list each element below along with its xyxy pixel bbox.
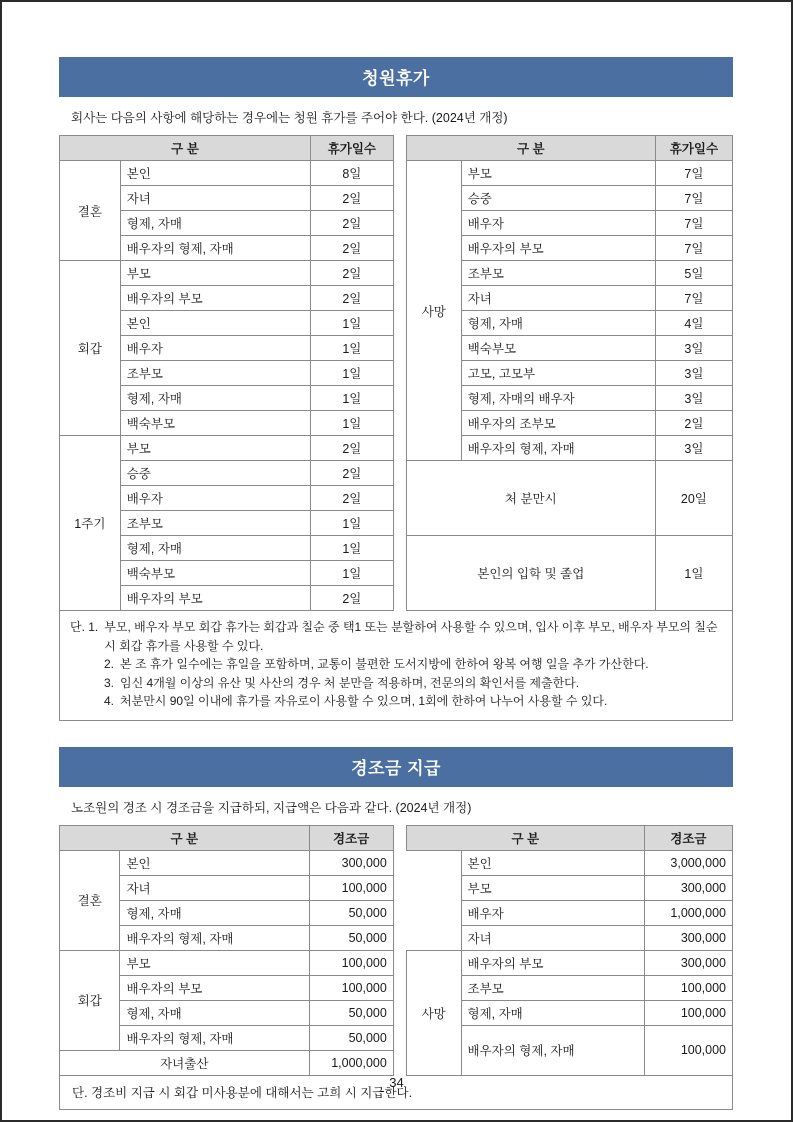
note-body: 처분만시 90일 이내에 휴가를 자유로이 사용할 수 있으며, 1회에 한하여 나누어 사용할 수 있다.	[120, 694, 608, 709]
table-row	[60, 461, 733, 486]
item-value: 3일	[655, 361, 732, 386]
column-gap	[393, 136, 406, 161]
item-value: 300,000	[644, 925, 732, 950]
table-row	[60, 411, 733, 436]
table-row	[60, 1000, 733, 1025]
column-gap	[393, 825, 406, 850]
condolence-money-table	[59, 825, 733, 1076]
item-label: 고모, 고모부	[461, 361, 655, 386]
item-value: 1일	[310, 511, 393, 536]
item-value: 50,000	[309, 925, 393, 950]
section-gap	[59, 721, 733, 747]
col-header-right-value: 휴가일수	[655, 136, 732, 161]
table-row	[60, 261, 733, 286]
item-label: 부모	[461, 875, 644, 900]
item-label: 백숙부모	[461, 336, 655, 361]
item-label: 형제, 자매	[120, 536, 310, 561]
item-value: 50,000	[309, 900, 393, 925]
table-row	[60, 875, 733, 900]
item-label: 자녀	[120, 186, 310, 211]
item-value: 1일	[310, 561, 393, 586]
column-gap	[393, 536, 406, 561]
group-label-anniversary-left: 1주기	[60, 436, 121, 611]
spacer-cell	[406, 925, 461, 950]
col-header-left-value: 경조금	[309, 825, 393, 850]
table-row	[60, 925, 733, 950]
item-value: 2일	[310, 236, 393, 261]
section-title-1: 청원휴가	[59, 57, 733, 97]
item-label: 본인	[461, 850, 644, 875]
note-body: 임신 4개월 이상의 유산 및 사산의 경우 처 분만을 적용하며, 전문의의 확인서를 제출한다.	[120, 675, 580, 690]
extra-value-childbirth-2: 1,000,000	[309, 1050, 393, 1075]
spacer-cell	[406, 900, 461, 925]
item-value: 5일	[655, 261, 732, 286]
table-row	[60, 336, 733, 361]
item-label: 조부모	[120, 511, 310, 536]
item-value: 2일	[310, 436, 393, 461]
item-label: 배우자	[120, 336, 310, 361]
item-label: 배우자의 형제, 자매	[120, 236, 310, 261]
notes-block-1	[59, 611, 733, 721]
item-value: 1일	[310, 336, 393, 361]
column-gap	[393, 361, 406, 386]
item-value: 1,000,000	[644, 900, 732, 925]
column-gap	[393, 850, 406, 875]
item-label: 조부모	[461, 975, 644, 1000]
col-header-right-category: 구 분	[406, 136, 655, 161]
item-value: 2일	[310, 461, 393, 486]
spacer-cell	[406, 875, 461, 900]
column-gap	[393, 286, 406, 311]
item-value: 3일	[655, 436, 732, 461]
section-title-2: 경조금 지급	[59, 747, 733, 787]
item-value: 8일	[310, 161, 393, 186]
item-label: 배우자	[461, 211, 655, 236]
table-row	[60, 236, 733, 261]
item-value: 2일	[310, 211, 393, 236]
item-label: 백숙부모	[120, 561, 310, 586]
item-label: 배우자의 부모	[120, 975, 309, 1000]
item-label: 백숙부모	[120, 411, 310, 436]
note-lead: 2.	[104, 657, 115, 672]
note-lead: 4.	[104, 694, 115, 709]
item-value: 4일	[655, 311, 732, 336]
item-label: 부모	[120, 436, 310, 461]
table-row	[60, 161, 733, 186]
item-label: 형제, 자매의 배우자	[461, 386, 655, 411]
page-content	[59, 57, 733, 1110]
extra-label-childbirth: 처 분만시	[406, 461, 655, 536]
column-gap	[393, 336, 406, 361]
column-gap	[393, 211, 406, 236]
item-label: 자녀	[120, 875, 309, 900]
table-row	[60, 186, 733, 211]
item-label: 배우자의 형제, 자매	[120, 1025, 309, 1050]
leave-days-table	[59, 135, 733, 611]
item-value: 100,000	[309, 950, 393, 975]
group-label-marriage-left: 결혼	[60, 161, 121, 261]
group-label-hoegap-left-2: 회갑	[60, 950, 120, 1050]
item-label: 본인	[120, 311, 310, 336]
item-label: 형제, 자매	[120, 900, 309, 925]
section-cheongwon-hyuga	[59, 57, 733, 721]
extra-label-childbirth-2: 자녀출산	[60, 1050, 310, 1075]
column-gap	[393, 1050, 406, 1075]
item-value: 2일	[310, 261, 393, 286]
column-gap	[393, 236, 406, 261]
column-gap	[393, 586, 406, 611]
item-value: 3일	[655, 336, 732, 361]
item-value: 2일	[310, 286, 393, 311]
column-gap	[393, 1025, 406, 1050]
item-label: 배우자	[120, 486, 310, 511]
item-label: 배우자의 형제, 자매	[461, 436, 655, 461]
item-value: 2일	[310, 586, 393, 611]
item-label: 배우자의 형제, 자매	[461, 1025, 644, 1075]
table-header-row	[60, 825, 733, 850]
table-row	[60, 900, 733, 925]
item-value: 100,000	[644, 1025, 732, 1075]
table-row	[60, 211, 733, 236]
item-label: 자녀	[461, 925, 644, 950]
item-value: 300,000	[309, 850, 393, 875]
table-row	[60, 850, 733, 875]
table-header-row	[60, 136, 733, 161]
item-value: 100,000	[644, 1000, 732, 1025]
column-gap	[393, 900, 406, 925]
item-label: 형제, 자매	[120, 1000, 309, 1025]
col-header-left-category: 구 분	[60, 136, 311, 161]
table-row	[60, 1025, 733, 1050]
item-label: 형제, 자매	[461, 311, 655, 336]
group-label-marriage-left-2: 결혼	[60, 850, 120, 950]
column-gap	[393, 975, 406, 1000]
item-label: 배우자	[461, 900, 644, 925]
item-value: 1일	[310, 361, 393, 386]
item-label: 자녀	[461, 286, 655, 311]
column-gap	[393, 561, 406, 586]
item-label: 형제, 자매	[120, 211, 310, 236]
column-gap	[393, 411, 406, 436]
section-intro-1: 회사는 다음의 사항에 해당하는 경우에는 청원 휴가를 주어야 한다. (2024년 개정)	[71, 111, 508, 125]
item-value: 7일	[655, 161, 732, 186]
column-gap	[393, 311, 406, 336]
item-label: 본인	[120, 161, 310, 186]
item-value: 7일	[655, 186, 732, 211]
page-number: 34	[389, 1075, 404, 1090]
item-label: 부모	[120, 950, 309, 975]
table-row	[60, 286, 733, 311]
table-row	[60, 361, 733, 386]
note-item	[70, 655, 722, 674]
spacer-cell	[406, 850, 461, 875]
item-value: 2일	[310, 186, 393, 211]
item-label: 배우자의 부모	[120, 286, 310, 311]
item-label: 승중	[120, 461, 310, 486]
note-body: 본 조 휴가 일수에는 휴일을 포함하며, 교통이 불편한 도서지방에 한하여 왕복 여행 일을 추가 가산한다.	[120, 657, 649, 672]
note-body: 부모, 배우자 부모 회갑 휴가는 회갑과 칠순 중 택1 또는 분할하여 사용할 수 있으며, 입사 이후 부모, 배우자 부모의 칠순 시 회갑 휴가를 사용할 수 있다.	[104, 620, 718, 653]
item-label: 부모	[461, 161, 655, 186]
group-label-hoegap-left: 회갑	[60, 261, 121, 436]
item-label: 본인	[120, 850, 309, 875]
item-value: 2일	[310, 486, 393, 511]
item-value: 300,000	[644, 950, 732, 975]
note-lead: 3.	[104, 675, 115, 690]
item-label: 배우자의 형제, 자매	[120, 925, 309, 950]
item-label: 형제, 자매	[120, 386, 310, 411]
column-gap	[393, 261, 406, 286]
column-gap	[393, 950, 406, 975]
item-value: 3일	[655, 386, 732, 411]
item-value: 7일	[655, 236, 732, 261]
column-gap	[393, 511, 406, 536]
item-label: 조부모	[461, 261, 655, 286]
column-gap	[393, 1000, 406, 1025]
group-label-death-right-2: 사망	[406, 950, 461, 1075]
item-label: 승중	[461, 186, 655, 211]
extra-label-graduation: 본인의 입학 및 졸업	[406, 536, 655, 611]
table-row	[60, 386, 733, 411]
item-label: 조부모	[120, 361, 310, 386]
column-gap	[393, 436, 406, 461]
item-value: 1일	[310, 311, 393, 336]
extra-value-graduation: 1일	[655, 536, 732, 611]
table-row	[60, 436, 733, 461]
column-gap	[393, 925, 406, 950]
column-gap	[393, 875, 406, 900]
item-value: 7일	[655, 286, 732, 311]
item-value: 1일	[310, 386, 393, 411]
table-row	[60, 950, 733, 975]
item-value: 3,000,000	[644, 850, 732, 875]
table-row	[60, 311, 733, 336]
item-value: 1일	[310, 411, 393, 436]
note-item	[70, 692, 722, 711]
section-gyeongjogeum	[59, 747, 733, 1110]
table-row	[60, 975, 733, 1000]
column-gap	[393, 186, 406, 211]
item-label: 배우자의 부모	[120, 586, 310, 611]
section-intro-2: 노조원의 경조 시 경조금을 지급하되, 지급액은 다음과 같다. (2024년 개정)	[71, 800, 472, 815]
item-value: 50,000	[309, 1000, 393, 1025]
item-value: 2일	[655, 411, 732, 436]
group-label-death-right: 사망	[406, 161, 461, 461]
item-value: 100,000	[309, 875, 393, 900]
item-value: 50,000	[309, 1025, 393, 1050]
item-label: 배우자의 조부모	[461, 411, 655, 436]
extra-value-childbirth: 20일	[655, 461, 732, 536]
item-label: 형제, 자매	[461, 1000, 644, 1025]
column-gap	[393, 386, 406, 411]
note-lead: 단. 1.	[70, 620, 99, 634]
table-row	[60, 536, 733, 561]
col-header-left-category: 구 분	[60, 825, 310, 850]
note-item	[70, 618, 722, 655]
note-block-2: 단. 경조비 지급 시 회갑 미사용분에 대해서는 고희 시 지급한다.	[59, 1076, 733, 1110]
item-value: 300,000	[644, 875, 732, 900]
item-label: 배우자의 부모	[461, 950, 644, 975]
column-gap	[393, 161, 406, 186]
col-header-right-category: 구 분	[406, 825, 644, 850]
item-value: 1일	[310, 536, 393, 561]
col-header-left-value: 휴가일수	[310, 136, 393, 161]
col-header-right-value: 경조금	[644, 825, 732, 850]
item-value: 100,000	[309, 975, 393, 1000]
note-item	[70, 674, 722, 693]
column-gap	[393, 461, 406, 486]
item-label: 배우자의 부모	[461, 236, 655, 261]
item-value: 100,000	[644, 975, 732, 1000]
item-label: 부모	[120, 261, 310, 286]
item-value: 7일	[655, 211, 732, 236]
column-gap	[393, 486, 406, 511]
